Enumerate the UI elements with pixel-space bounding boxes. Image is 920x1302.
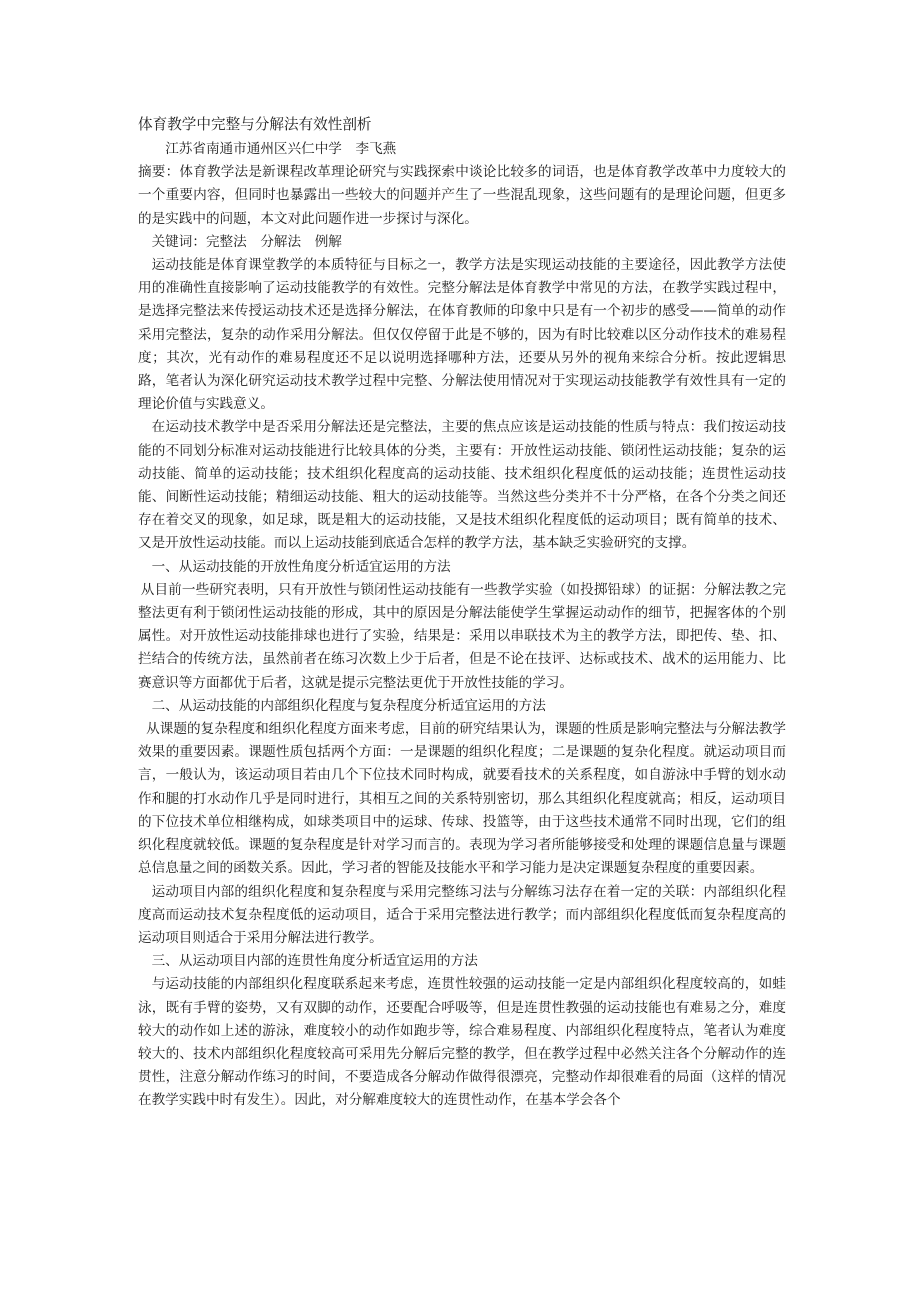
section-1-paragraph-1: 从目前一些研究表明，只有开放性与锁闭性运动技能有一些教学实验（如投掷铅球）的证据：分解法教之完整法更有利于锁闭性运动技能的形成，其中的原因是分解法能使学生掌握运动动作的细节，把握客体的个别属性。对开放性运动技能排球也进行了实验，结果是：采用以串联技术为主的教学方法，即把传、垫、扣、拦结合的传统方法，虽然前者在练习次数上少于后者，但是不论在技评、达标或技术、战术的运用能力、比赛意识等方面都优于后者，这就是提示完整法更优于开放性技能的学习。 [138,581,786,691]
section-2-heading: 二、从运动技能的内部组织化程度与复杂程度分析适宜运用的方法 [151,697,546,714]
section-2-paragraph-1: 从课题的复杂程度和组织化程度方面来考虑，目前的研究结果认为，课题的性质是影响完整法与分解法教学效果的重要因素。课题性质包括两个方面：一是课题的组织化程度；二是课题的复杂化程度。就运动项目而言，一般认为，该运动项目若由几个下位技术同时构成，就要看技术的关系程度，如自游泳中手臂的划水动作和腿的打水动作几乎是同时进行，其相互之间的关系特别密切，那么其组织化程度就高；相反，运动项目的下位技术单位相继构成，如球类项目中的运球、传球、投篮等，由于这些技术通常不同时出现，它们的组织化程度就较低。课题的复杂程度是针对学习而言的。表现为学习者所能够接受和处理的课题信息量与课题总信息量之间的函数关系。因此，学习者的智能及技能水平和学习能力是决定课题复杂程度的重要因素。 [138,721,786,877]
intro-paragraph-1: 运动技能是体育课堂教学的本质特征与目标之一，教学方法是实现运动技能的主要途径，因此教学方法使用的准确性直接影响了运动技能教学的有效性。完整分解法是体育教学中常见的方法，在教学实践过程中，是选择完整法来传授运动技术还是选择分解法，在体育教师的印象中只是有一个初步的感受——简单的动作采用完整法，复杂的动作采用分解法。但仅仅停留于此是不够的，因为有时比较难以区分动作技术的难易程度；其次，光有动作的难易程度还不足以说明选择哪种方法，还要从另外的视角来综合分析。按此逻辑思路，笔者认为深化研究运动技术教学过程中完整、分解法使用情况对于实现运动技能教学有效性具有一定的理论价值与实践意义。 [138,257,786,413]
abstract-paragraph: 摘要：体育教学法是新课程改革理论研究与实践探索中谈论比较多的词语，也是体育教学改革中力度较大的一个重要内容，但同时也暴露出一些较大的问题并产生了一些混乱现象，这些问题有的是理论问题，但更多的是实践中的问题，本文对此问题作进一步探讨与深化。 [138,164,786,227]
keywords-line: 关键词：完整法 分解法 例解 [151,233,342,250]
section-1-heading: 一、从运动技能的开放性角度分析适宜运用的方法 [151,558,451,575]
author-line: 江苏省南通市通州区兴仁中学 李飞燕 [165,141,397,157]
section-3-paragraph-1: 与运动技能的内部组织化程度联系起来考虑，连贯性较强的运动技能一定是内部组织化程度较高的，如蛙泳，既有手臂的姿势，又有双脚的动作，还要配合呼吸等，但是连贯性教强的运动技能也有难易之分，难度较大的动作如上述的游泳，难度较小的动作如跑步等，综合难易程度、内部组织化程度特点，笔者认为难度较大的、技术内部组织化程度较高可采用先分解后完整的教学，但在教学过程中必然关注各个分解动作的连贯性，注意分解动作练习的时间，不要造成各分解动作做得很漂亮，完整动作却很难看的局面（这样的情况在教学实践中时有发生）。因此，对分解难度较大的连贯性动作，在基本学会各个 [138,976,786,1109]
section-2-paragraph-2: 运动项目内部的组织化程度和复杂程度与采用完整练习法与分解练习法存在着一定的关联：内部组织化程度高而运动技术复杂程度低的运动项目，适合于采用完整法进行教学；而内部组织化程度低而复杂程度高的运动项目则适合于采用分解法进行教学。 [138,883,786,946]
document-body [138,112,786,1113]
section-3-heading: 三、从运动项目内部的连贯性角度分析适宜运用的方法 [151,953,478,970]
document-title: 体育教学中完整与分解法有效性剖析 [138,116,372,133]
intro-paragraph-2: 在运动技术教学中是否采用分解法还是完整法，主要的焦点应该是运动技能的性质与特点：我们按运动技能的不同划分标准对运动技能进行比较具体的分类，主要有：开放性运动技能、锁闭性运动技能；复杂的运动技能、简单的运动技能；技术组织化程度高的运动技能、技术组织化程度低的运动技能；连贯性运动技能、间断性运动技能；精细运动技能、粗大的运动技能等。当然这些分类并不十分严格，在各个分类之间还存在着交叉的现象，如足球，既是粗大的运动技能，又是技术组织化程度低的运动项目；既有简单的技术、又是开放性运动技能。而以上运动技能到底适合怎样的教学方法，基本缺乏实验研究的支撑。 [138,419,786,552]
